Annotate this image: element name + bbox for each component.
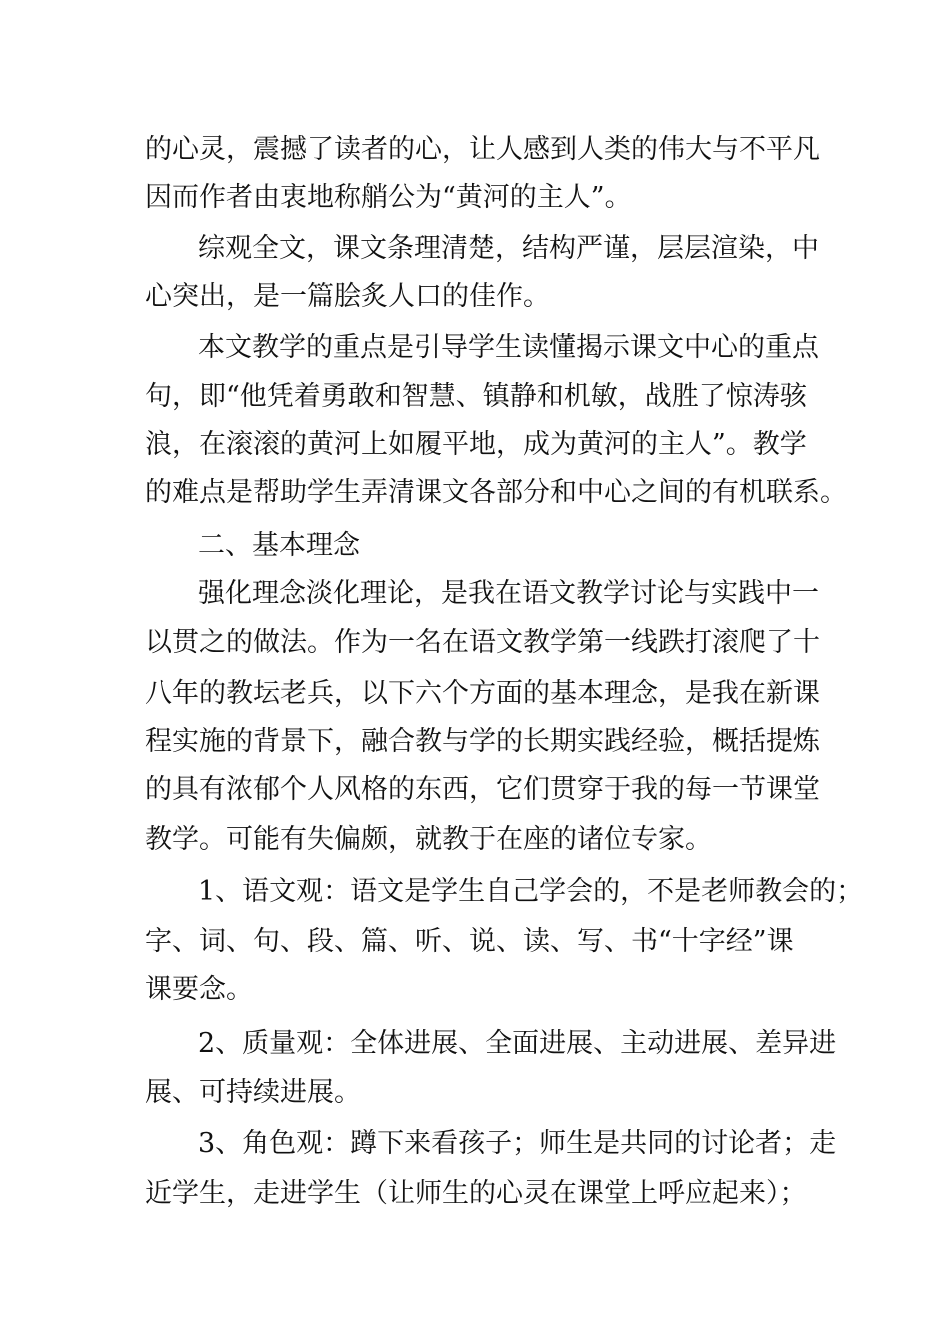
text-line: 浪，在滚滚的黄河上如履平地，成为黄河的主人”。教学 xyxy=(145,429,807,460)
text-line: 字、词、句、段、篇、听、说、读、写、书“十字经”课 xyxy=(145,926,794,957)
text-line: 2、质量观：全体进展、全面进展、主动进展、差异进 xyxy=(198,1028,837,1059)
text-line: 教学。可能有失偏颇，就教于在座的诸位专家。 xyxy=(145,824,712,855)
text-line: 本文教学的重点是引导学生读懂揭示课文中心的重点 xyxy=(198,332,819,363)
section-heading: 二、基本理念 xyxy=(198,530,360,561)
text-line: 心突出，是一篇脍炙人口的佳作。 xyxy=(145,281,550,312)
text-line: 的心灵，震撼了读者的心，让人感到人类的伟大与不平凡 xyxy=(145,134,820,165)
text-line: 强化理念淡化理论，是我在语文教学讨论与实践中一 xyxy=(198,578,819,609)
text-line: 以贯之的做法。作为一名在语文教学第一线跌打滚爬了十 xyxy=(145,627,820,658)
text-line: 程实施的背景下，融合教与学的长期实践经验，概括提炼 xyxy=(145,726,820,757)
text-line: 近学生，走进学生（让师生的心灵在课堂上呼应起来）； xyxy=(145,1178,807,1209)
text-line: 因而作者由衷地称艄公为“黄河的主人”。 xyxy=(145,182,632,213)
text-line: 的具有浓郁个人风格的东西，它们贯穿于我的每一节课堂 xyxy=(145,774,820,805)
text-line: 八年的教坛老兵，以下六个方面的基本理念，是我在新课 xyxy=(145,678,820,709)
text-line: 句，即“他凭着勇敢和智慧、镇静和机敏，战胜了惊涛骇 xyxy=(145,381,807,412)
text-line: 课要念。 xyxy=(145,974,253,1005)
text-line: 1、语文观：语文是学生自己学会的，不是老师教会的； xyxy=(198,876,864,907)
text-line: 展、可持续进展。 xyxy=(145,1077,361,1108)
text-line: 3、角色观：蹲下来看孩子；师生是共同的讨论者；走 xyxy=(198,1128,837,1159)
text-line: 的难点是帮助学生弄清课文各部分和中心之间的有机联系。 xyxy=(145,477,847,508)
text-line: 综观全文，课文条理清楚，结构严谨，层层渲染，中 xyxy=(198,233,819,264)
